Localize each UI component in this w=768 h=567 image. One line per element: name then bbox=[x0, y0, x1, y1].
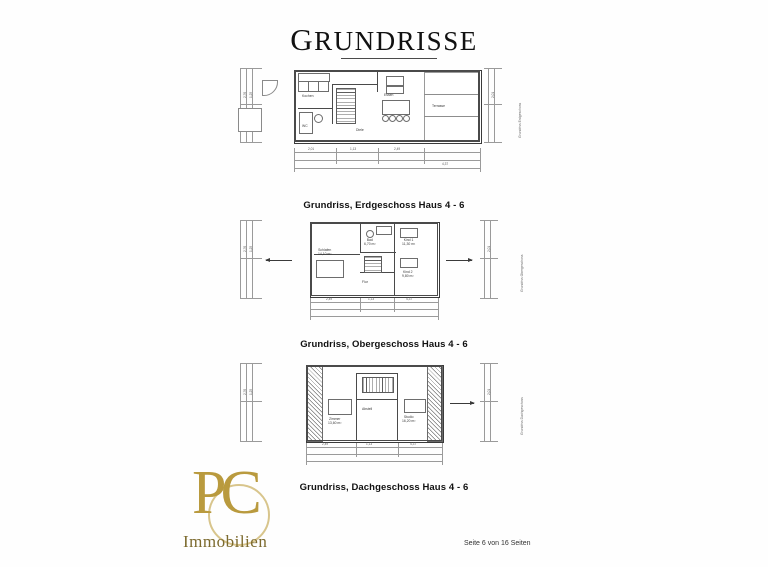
dim-b-tick-c-og bbox=[394, 298, 395, 312]
dim-bottom-tick-e bbox=[480, 148, 481, 172]
dim-right-tick-top-og bbox=[480, 220, 498, 221]
wall-inner-h1-eg bbox=[332, 84, 378, 85]
dim-right-tick-bot-dg bbox=[480, 441, 498, 442]
dim-bottom-tick-c bbox=[378, 148, 379, 164]
company-logo bbox=[180, 459, 300, 562]
chair-3 bbox=[396, 115, 403, 122]
caption-erdgeschoss: Grundriss, Erdgeschoss Haus 4 - 6 bbox=[303, 200, 465, 211]
wall-h2-dg bbox=[356, 399, 398, 400]
dim-b-tick-a-dg bbox=[306, 443, 307, 465]
section-arrow-right-dg bbox=[450, 403, 474, 404]
dim-left-tick-bot-og bbox=[240, 298, 262, 299]
room-label-terrasse: Terrasse bbox=[432, 104, 446, 108]
dim-bottom-tick-a bbox=[294, 148, 295, 172]
drawing-dachgeschoss: 2,76 1,25 Zimmer 13,60 m² Studio 16,20 m² Abstell 2,49 1,13 4,37 2,01 Grundriss Dachgeschoss bbox=[236, 355, 526, 475]
room-label-kind1 bbox=[402, 238, 415, 247]
dim-bottom-1-eg bbox=[294, 152, 480, 153]
dim-left-mid-og bbox=[246, 220, 247, 298]
bed-kind1 bbox=[400, 228, 418, 238]
room-area-studio: 16,20 m² bbox=[402, 419, 416, 424]
dim-bottom-tick-b bbox=[336, 148, 337, 164]
wall-inner-h2-eg bbox=[298, 108, 332, 109]
room-area-zimmer: 13,60 m² bbox=[328, 421, 342, 426]
dim-right-tick-bot bbox=[484, 142, 502, 143]
dim-right-tick-bot-og bbox=[480, 298, 498, 299]
dim-right-2-dg bbox=[490, 363, 491, 441]
dim-left-tick-top-og bbox=[240, 220, 262, 221]
section-arrow-left-og bbox=[266, 260, 292, 261]
section-arrow-right-og bbox=[446, 260, 472, 261]
page-title-rest: RUNDRISSE bbox=[314, 26, 478, 56]
dim-left-outer-og bbox=[240, 220, 241, 298]
wall-inner-v2-eg bbox=[377, 70, 378, 92]
dim-right-tick-mid-dg bbox=[480, 401, 498, 402]
side-note-og: Grundriss Obergeschoss bbox=[520, 254, 524, 292]
page-title bbox=[0, 22, 768, 58]
page-footer: Seite 6 von 16 Seiten bbox=[464, 540, 531, 547]
dim-bottom-1-dg bbox=[306, 447, 442, 448]
wall-bottom-eg bbox=[294, 140, 480, 142]
wall-right-dg bbox=[441, 365, 443, 441]
chair-4 bbox=[403, 115, 410, 122]
staircase-eg bbox=[336, 88, 356, 124]
bath-tub-og bbox=[376, 226, 392, 235]
wall-h1-og bbox=[360, 252, 396, 253]
dim-left-mid-dg bbox=[246, 363, 247, 441]
wall-left-eg bbox=[294, 70, 296, 142]
caption-dachgeschoss: Grundriss, Dachgeschoss Haus 4 - 6 bbox=[299, 482, 469, 493]
bath-wc-og bbox=[366, 230, 374, 238]
drawing-obergeschoss: 2,76 1,25 Schlafen 14,10 m² Bad 6,70 m² Kind 1 11,30 m² Kind 2 9,80 m² Flur 2,49 1,13 4,37 2,01 Grundriss Obergeschoss bbox=[236, 212, 526, 332]
page-title-initial: G bbox=[290, 22, 315, 57]
room-area-kind1: 11,30 m² bbox=[402, 242, 416, 247]
bath-tub bbox=[299, 112, 313, 134]
room-label-flur: Flur bbox=[362, 280, 368, 284]
dim-bottom-1-og bbox=[310, 302, 438, 303]
room-label-kind2 bbox=[402, 270, 414, 279]
dim-left-tick-mid-og bbox=[240, 258, 262, 259]
door-swing-left bbox=[262, 80, 278, 96]
dim-bottom-3-eg bbox=[294, 168, 480, 169]
logo-monogram: PC bbox=[192, 459, 256, 527]
wc-bowl bbox=[314, 114, 323, 123]
chair-1 bbox=[382, 115, 389, 122]
room-label-abstell: Abstell bbox=[362, 407, 373, 411]
dim-right-inner bbox=[488, 68, 489, 142]
furn-studio-dg bbox=[404, 399, 426, 413]
dim-left-box bbox=[238, 108, 262, 132]
wall-v3-og bbox=[394, 252, 395, 295]
drawing-erdgeschoss: 2,76 1,25 Kochen Essen Terrasse Diele WC 2,01 1,13 2,49 4,37 2,01 Grundriss Erdgeschoss bbox=[236, 64, 526, 184]
dim-right-mid bbox=[494, 68, 495, 142]
dim-right-tick-mid-og bbox=[480, 258, 498, 259]
side-note-dg: Grundriss Dachgeschoss bbox=[520, 397, 524, 435]
logo-wordmark: Immobilien bbox=[183, 532, 268, 551]
room-label-zimmer bbox=[328, 417, 341, 426]
room-area-bad: 6,70 m² bbox=[364, 242, 376, 247]
room-label-essen: Essen bbox=[384, 93, 394, 97]
dim-bottom-2-eg bbox=[294, 160, 480, 161]
dim-right-tick-mid bbox=[484, 104, 502, 105]
wall-bottom-dg bbox=[306, 440, 442, 442]
wall-top-dg bbox=[306, 365, 442, 367]
wall-top-eg bbox=[294, 70, 480, 72]
dim-bottom-2-dg bbox=[306, 454, 442, 455]
side-note-eg: Grundriss Erdgeschoss bbox=[518, 102, 522, 138]
dim-left-tick-bot bbox=[240, 142, 262, 143]
dim-bottom-tick-d bbox=[424, 148, 425, 164]
chair-2 bbox=[389, 115, 396, 122]
wall-left-og bbox=[310, 222, 312, 296]
dim-right-1-dg bbox=[484, 363, 485, 441]
wall-left-dg bbox=[306, 365, 308, 441]
furn-zimmer-dg bbox=[328, 399, 352, 415]
wall-h1-dg bbox=[356, 373, 398, 374]
room-area-schlafen: 14,10 m² bbox=[318, 252, 332, 257]
wall-right-eg bbox=[478, 70, 480, 142]
room-name-kind2: Kind 2 bbox=[402, 270, 413, 274]
dim-right-tick-top-dg bbox=[480, 363, 498, 364]
dim-left-tick-mid bbox=[240, 104, 262, 105]
bed-schlafen bbox=[316, 260, 344, 278]
wall-v2-og bbox=[394, 222, 395, 252]
dim-b-tick-d-dg bbox=[442, 443, 443, 465]
dining-table bbox=[382, 100, 410, 115]
dim-right-tick-top bbox=[484, 68, 502, 69]
wall-top-og bbox=[310, 222, 438, 224]
wall-v1-dg bbox=[356, 373, 357, 441]
title-underline bbox=[341, 58, 437, 59]
terrace-line-1 bbox=[424, 94, 478, 95]
dim-left-inner-og bbox=[252, 220, 253, 298]
room-name-zimmer: Zimmer bbox=[328, 417, 341, 421]
caption-obergeschoss: Grundriss, Obergeschoss Haus 4 - 6 bbox=[300, 339, 468, 350]
dim-bottom-3-dg bbox=[306, 461, 442, 462]
dim-left-tick-top-dg bbox=[240, 363, 262, 364]
room-name-bad: Bad bbox=[366, 238, 373, 242]
dim-left-inner-dg bbox=[252, 363, 253, 441]
terrace-line-2 bbox=[424, 116, 478, 117]
kitchen-fridge bbox=[318, 81, 329, 92]
dim-b-tick-b-dg bbox=[356, 443, 357, 457]
wall-right-og bbox=[437, 222, 439, 296]
room-area-kind2: 9,80 m² bbox=[402, 274, 414, 279]
dim-left-tick-mid-dg bbox=[240, 401, 262, 402]
bed-kind2 bbox=[400, 258, 418, 268]
wall-v2-dg bbox=[397, 373, 398, 441]
dim-b-tick-d-og bbox=[438, 298, 439, 320]
room-label-schlafen bbox=[318, 248, 331, 257]
room-label-studio bbox=[402, 415, 415, 424]
room-label-wc: WC bbox=[302, 124, 308, 128]
dim-left-tick-top bbox=[240, 68, 262, 69]
wall-bottom-og bbox=[310, 295, 438, 297]
room-label-bad bbox=[364, 238, 376, 247]
room-name-schlafen: Schlafen bbox=[318, 248, 332, 252]
room-label-diele: Diele bbox=[356, 128, 364, 132]
dim-b-tick-c-dg bbox=[398, 443, 399, 457]
dim-left-tick-bot-dg bbox=[240, 441, 262, 442]
dim-left-outer-dg bbox=[240, 363, 241, 441]
dim-bottom-3-og bbox=[310, 316, 438, 317]
wall-v1-og bbox=[360, 222, 361, 252]
dim-right-1-og bbox=[484, 220, 485, 298]
staircase-dg bbox=[362, 377, 394, 393]
room-label-kochen: Kochen bbox=[302, 94, 314, 98]
dim-b-tick-a-og bbox=[310, 298, 311, 320]
staircase-og bbox=[364, 256, 382, 273]
sofa bbox=[386, 76, 404, 86]
dim-right-2-og bbox=[490, 220, 491, 298]
room-name-kind1: Kind 1 bbox=[403, 238, 414, 242]
dim-b-tick-b-og bbox=[360, 298, 361, 312]
dim-bottom-2-og bbox=[310, 309, 438, 310]
wall-inner-v1-eg bbox=[332, 84, 333, 124]
room-name-studio: Studio bbox=[403, 415, 414, 419]
roof-slope-left bbox=[307, 366, 323, 442]
